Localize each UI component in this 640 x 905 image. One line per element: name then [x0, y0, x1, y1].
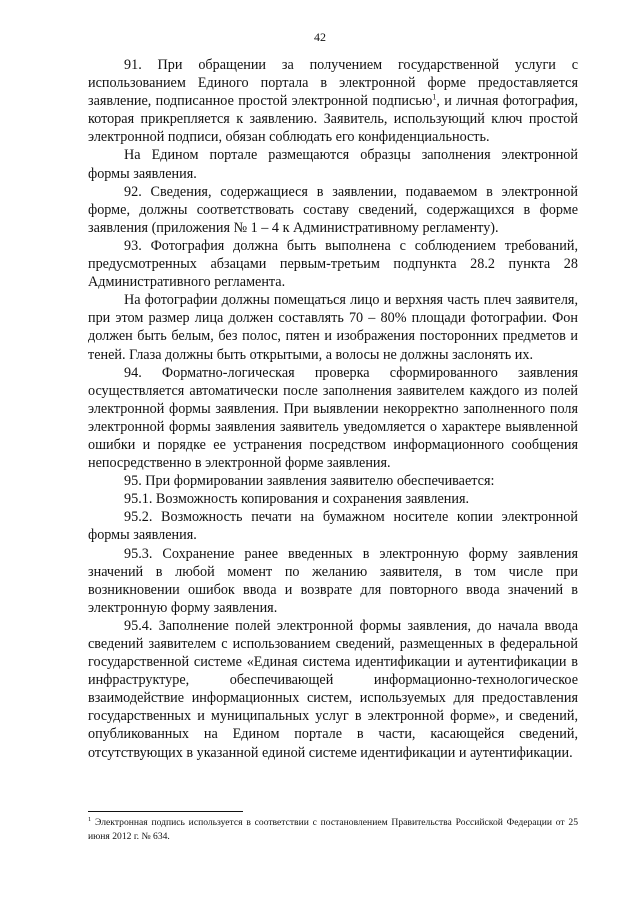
paragraph-91 [88, 56, 578, 146]
paragraph-94: 94. Форматно-логическая проверка сформированного заявления осуществляется автоматически после заполнения заявителем каждого из полей электронной формы заявления. При выявлении некорректно заполненного поля электронной формы заявления заявитель уведомляется о характере выявленной ошибки и порядке ее устранения посредством информационного сообщения непосредственно в электронной форме заявления. [88, 364, 578, 472]
document-body [88, 56, 578, 762]
page-number: 42 [314, 30, 326, 44]
paragraph-95: 95. При формировании заявления заявителю обеспечивается: [124, 473, 495, 490]
paragraph-93: 93. Фотография должна быть выполнена с соблюдением требований, предусмотренных абзацами первым-третьим подпункта 28.2 пункта 28 Административного регламента. [88, 237, 578, 291]
paragraph-text: 91. При обращении за получением государственной услуги с использованием Единого портала в электронной форме предоставляется заявление, подписанное простой электронной подписью [88, 57, 578, 110]
paragraph-photo-requirements: На фотографии должны помещаться лицо и верхняя часть плеч заявителя, при этом размер лица должен составлять 70 – 80% площади фотографии. Фон должен быть белым, без полос, пятен и изображения посторонних предметов и теней. Глаза должны быть открытыми, а волосы не должны заслонять их. [88, 292, 578, 363]
footnote-reference: 1 [432, 92, 437, 102]
paragraph-portal-samples: На Едином портале размещаются образцы заполнения электронной формы заявления. [88, 147, 578, 182]
paragraph-95-4: 95.4. Заполнение полей электронной формы заявления, до начала ввода сведений заявителем с использованием сведений, размещенных в федеральной государственной системе «Единая система идентификации и аутентификации в инфраструктуре, обеспечивающей информационно-технологическое взаимодействие информационных систем, используемых для предоставления государственных и муниципальных услуг в электронной форме», и сведений, опубликованных на Едином портале в части, касающейся сведений, отсутствующих в указанной единой системе идентификации и аутентификации. [88, 617, 578, 761]
paragraph-text-continued: , и личная фотография, которая прикрепляется к заявлению. Заявитель, использующий ключ простой электронной подписи, обязан соблюдать его конфиденциальность. [88, 93, 578, 146]
paragraph-92: 92. Сведения, содержащиеся в заявлении, подаваемом в электронной форме, должны соответствовать составу сведений, содержащихся в форме заявления (приложения № 1 – 4 к Административному регламенту). [88, 183, 578, 236]
paragraph-95-2: 95.2. Возможность печати на бумажном носителе копии электронной формы заявления. [88, 509, 578, 544]
paragraph-95-1: 95.1. Возможность копирования и сохранения заявления. [124, 491, 470, 508]
paragraph-95-3: 95.3. Сохранение ранее введенных в электронную форму заявления значений в любой момент по желанию заявителя, в том числе при возникновении ошибок ввода и возврате для повторного ввода значений в электронную форму заявления. [88, 545, 578, 616]
footnote-text: Электронная подпись используется в соответствии с постановлением Правительства Российской Федерации от 25 июня 2012 г. № 634. [88, 817, 578, 842]
footnote [88, 816, 578, 844]
footnote-marker: 1 [88, 815, 92, 823]
footnote-divider [88, 811, 243, 812]
